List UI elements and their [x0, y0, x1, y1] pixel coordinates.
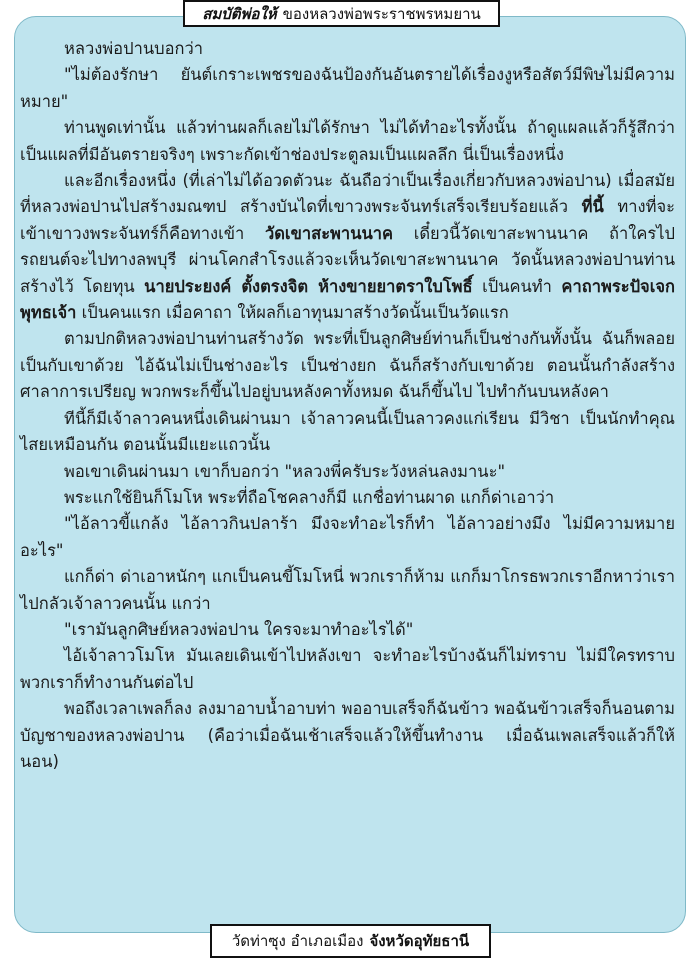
text-run: เป็นคนแรก เมื่อคาถา ให้ผลก็เอาทุนมาสร้างวัดนั้นเป็นวัดแรก: [76, 303, 509, 323]
paragraph: [20, 564, 675, 617]
text-run: และอีกเรื่องหนึ่ง (ที่เล่าไม่ได้อวดตัวนะ ฉันถือว่าเป็นเรื่องเกี่ยวกับหลวงพ่อปาน) เมื่อสมัยที่หลวงพ่อปานไปสร้างมณฑป สร้างบันไดที่เขาวงพระจันทร์เสร็จเรียบร้อยแล้ว: [20, 171, 675, 217]
bold-text-run: วัดเขาสะพานนาค: [264, 223, 394, 243]
bold-text-run: ที่นี้: [581, 197, 604, 217]
text-run: พอเขาเดินผ่านมา เขาก็บอกว่า "หลวงพี่ครับระวังหล่นลงมานะ": [64, 461, 506, 481]
paragraph: [20, 696, 675, 775]
paragraph: [20, 643, 675, 696]
text-run: ท่านพูดเท่านั้น แล้วท่านผลก็เลยไม่ได้รักษา ไม่ได้ทำอะไรทั้งนั้น ถ้าดูแผลแล้วก็รู้สึกว่าเป็นแผลที่มีอันตรายจริงๆ เพราะกัดเข้าช่องประตูลมเป็นแผลลึก นี่เป็นเรื่องหนึ่ง: [20, 118, 675, 164]
text-run: พระแกใช้ยินก็โมโห พระที่ถือโชคลางก็มี แกชื่อท่านผาด แกก็ด่าเอาว่า: [64, 487, 555, 507]
text-run: ทีนี้ก็มีเจ้าลาวคนหนึ่งเดินผ่านมา เจ้าลาวคนนี้เป็นลาวคงแก่เรียน มีวิชา เป็นนักทำคุณไสยเหมือนกัน ตอนนั้นมีแยะแถวนั้น: [20, 408, 675, 455]
text-run: พอถึงเวลาเพลก็ลง ลงมาอาบน้ำอาบท่า พออาบเสร็จก็ฉันข้าว พอฉันข้าวเสร็จก็นอนตามบัญชาของหลวงพ่อปาน (คือว่าเมื่อฉันเช้าเสร็จแล้วให้ขึ้นทำงาน เมื่อฉันเพลเสร็จแล้วก็ให้นอน): [20, 699, 675, 771]
bold-text-run: นายประยงค์ ตั้งตรงจิต ห้างขายยาตราใบโพธิ์: [144, 276, 473, 296]
text-run: "ไม่ต้องรักษา ยันต์เกราะเพชรของฉันป้องกันอันตรายได้เรื่องงูหรือสัตว์มีพิษไม่มีความหมาย": [20, 65, 675, 111]
paragraph: [20, 36, 675, 62]
paragraph: [20, 115, 675, 168]
text-run: เดี๋ยวนี้วัดเขาสะพานนาค ถ้าใครไปรถยนต์จะไปทางลพบุรี ผ่านโคกสำโรงแล้วจะเห็นวัดเขาสะพานนาค วัดนั้นหลวงพ่อปานท่านสร้างไว้ โดยทุน: [20, 223, 675, 296]
text-run: "ไอ้ลาวขี้แกล้ง ไอ้ลาวกินปลาร้า มึงจะทำอะไรก็ทำ ไอ้ลาวอย่างมึง ไม่มีความหมายอะไร": [20, 514, 675, 560]
text-run: แกก็ด่า ด่าเอาหนักๆ แกเป็นคนขี้โมโหนี่ พวกเราก็ห้าม แกก็มาโกรธพวกเราอีกหาว่าเราไปกลัวเจ้าลาวคนนั้น แกว่า: [20, 567, 675, 613]
paragraph: [20, 485, 675, 511]
text-run: เป็นคนทำ: [472, 276, 562, 296]
paragraph: [20, 326, 675, 405]
paragraph: [20, 62, 675, 115]
paragraph: [20, 406, 675, 459]
footer-place-prefix: วัดท่าซุง อำเภอเมือง: [231, 932, 364, 950]
paragraph: [20, 168, 675, 326]
header-title-box: [183, 0, 500, 27]
paragraph: [20, 511, 675, 564]
body-text: [20, 36, 675, 775]
footer-place-bold: จังหวัดอุทัยธานี: [369, 932, 470, 950]
bold-text-run: คาถาพระปัจเจกพุทธเจ้า: [20, 276, 676, 323]
paragraph: [20, 459, 675, 485]
header-title-rest: ของหลวงพ่อพระราชพรหมยาน: [282, 4, 481, 23]
footer-location-box: [210, 924, 491, 958]
text-run: ตามปกติหลวงพ่อปานท่านสร้างวัด พระที่เป็นลูกศิษย์ท่านก็เป็นช่างกันทั้งนั้น ฉันก็พลอยเป็นกับเขาด้วย ไอ้ฉันไม่เป็นช่างอะไร เป็นช่างยก ฉันก็สร้างกับเขาด้วย ตอนนั้นกำลังสร้างศาลาการเปรียญ พวกพระก็ขึ้นไปอยู่บนหลังคาทั้งหมด ฉันก็ขึ้นไป ไปทำกันบนหลังคา: [20, 329, 675, 402]
header-title-bold: สมบัติพ่อให้: [202, 4, 277, 23]
text-run: ทางที่จะเข้าเขาวงพระจันทร์ก็คือทางเข้า: [20, 197, 675, 243]
text-run: "เรามันลูกศิษย์หลวงพ่อปาน ใครจะมาทำอะไรได้": [64, 619, 414, 639]
text-run: หลวงพ่อปานบอกว่า: [64, 39, 204, 58]
text-run: ไอ้เจ้าลาวโมโห มันเลยเดินเข้าไปหลังเขา จะทำอะไรบ้างฉันก็ไม่ทราบ ไม่มีใครทราบ พวกเราก็ทำงานกันต่อไป: [20, 646, 675, 692]
paragraph: [20, 617, 675, 643]
